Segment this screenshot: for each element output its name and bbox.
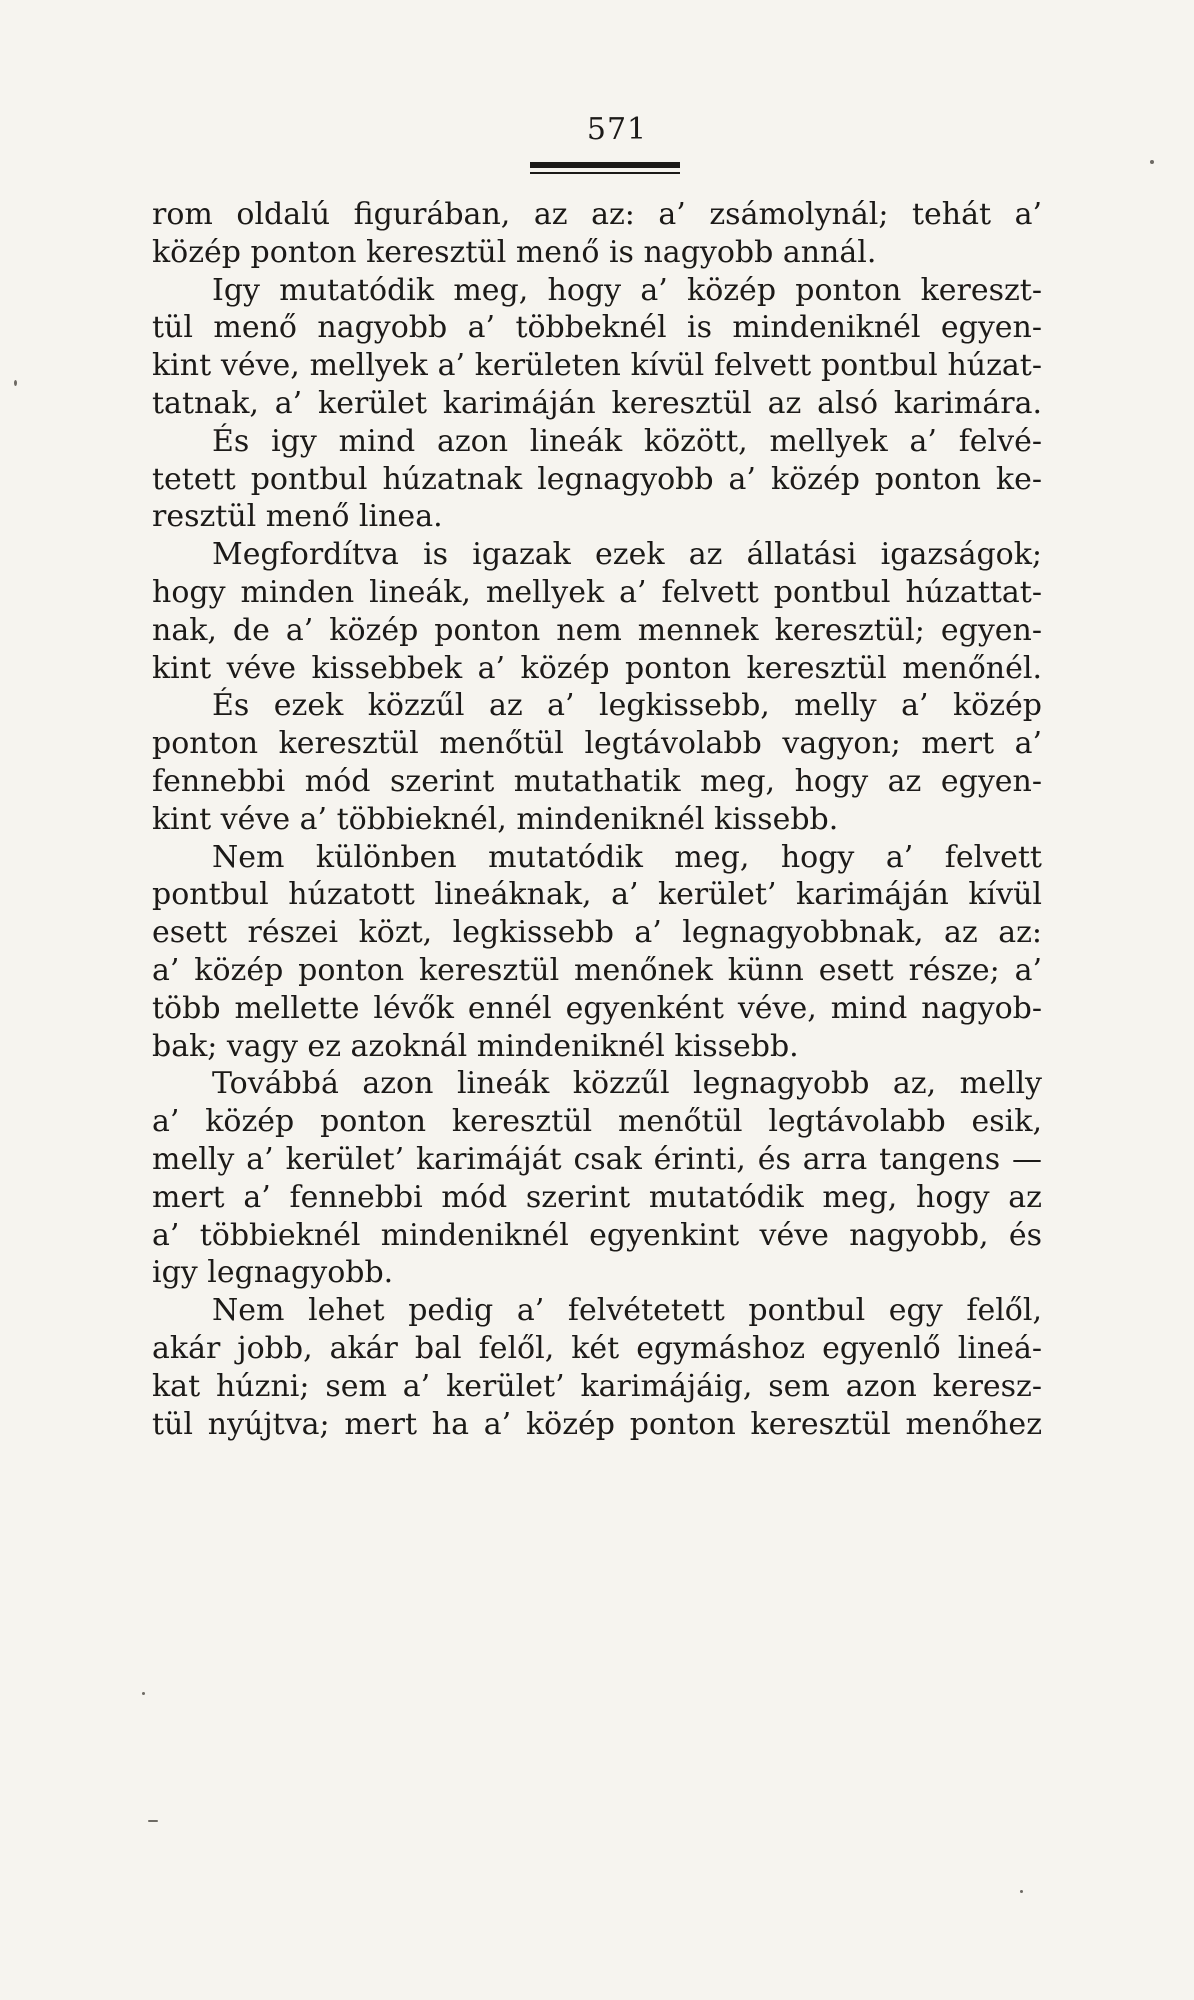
- text-line: fennebbi mód szerint mutathatik meg, hogy az egyen-: [152, 763, 1042, 799]
- header-rule-thin: [530, 172, 680, 174]
- text-line: melly a’ kerület’ karimáját csak érinti, és arra tangens —: [152, 1141, 1042, 1177]
- text-line: a’ közép ponton keresztül menőtül legtávolabb esik,: [152, 1104, 1042, 1140]
- text-line: igy legnagyobb.: [152, 1255, 394, 1291]
- text-line: És igy mind azon lineák között, mellyek a’ felvé-: [212, 423, 1042, 459]
- text-line: ponton keresztül menőtül legtávolabb vagyon; mert a’: [152, 726, 1042, 762]
- text-line: pontbul húzatott lineáknak, a’ kerület’ karimáján kívül: [152, 877, 1042, 913]
- text-line: a’ közép ponton keresztül menőnek künn esett része; a’: [152, 952, 1042, 988]
- scan-speck: [14, 380, 17, 386]
- text-line: kint véve kissebbek a’ közép ponton keresztül menőnél.: [152, 650, 1042, 686]
- text-line: több mellette lévők ennél egyenként véve, mind nagyob-: [152, 990, 1042, 1026]
- text-line: Továbbá azon lineák közzűl legnagyobb az, melly: [212, 1066, 1042, 1102]
- text-line: tatnak, a’ kerület karimáján keresztül az alsó karimára.: [152, 385, 1042, 421]
- text-line: Igy mutatódik meg, hogy a’ közép ponton kereszt-: [212, 272, 1042, 308]
- text-line: nak, de a’ közép ponton nem mennek keresztül; egyen-: [152, 612, 1042, 648]
- text-line: mert a’ fennebbi mód szerint mutatódik meg, hogy az: [152, 1179, 1042, 1215]
- text-line: Megfordítva is igazak ezek az állatási igazságok;: [212, 537, 1042, 573]
- text-line: kint véve a’ többieknél, mindeniknél kissebb.: [152, 801, 839, 837]
- scan-speck: [1150, 160, 1154, 164]
- text-line: rom oldalú figurában, az az: a’ zsámolynál; tehát a’: [152, 197, 1042, 232]
- text-line: közép ponton keresztül menő is nagyobb annál.: [152, 234, 877, 270]
- scan-speck: [1020, 1890, 1023, 1893]
- scan-speck: [148, 1820, 158, 1822]
- text-line: tetett pontbul húzatnak legnagyobb a’ közép ponton ke-: [152, 461, 1042, 497]
- text-line: Nem lehet pedig a’ felvétetett pontbul egy felől,: [212, 1293, 1042, 1329]
- text-line: Nem különben mutatódik meg, hogy a’ felvett: [212, 839, 1042, 875]
- text-line: a’ többieknél mindeniknél egyenkint véve nagyobb, és: [152, 1217, 1042, 1253]
- text-line: És ezek közzűl az a’ legkissebb, melly a’ közép: [212, 688, 1042, 724]
- text-line: tül nyújtva; mert ha a’ közép ponton keresztül menőhez: [152, 1406, 1042, 1442]
- text-line: kat húzni; sem a’ kerület’ karimájáig, sem azon keresz-: [152, 1368, 1042, 1404]
- text-line: akár jobb, akár bal felől, két egymáshoz egyenlő lineá-: [152, 1330, 1042, 1366]
- text-line: resztül menő linea.: [152, 499, 443, 535]
- page-number: 571: [586, 112, 648, 147]
- text-line: kint véve, mellyek a’ kerületen kívül felvett pontbul húzat-: [152, 348, 1042, 384]
- text-line: tül menő nagyobb a’ többeknél is mindeniknél egyen-: [152, 310, 1042, 346]
- text-line: esett részei közt, legkissebb a’ legnagyobbnak, az az:: [152, 915, 1042, 951]
- text-line: hogy minden lineák, mellyek a’ felvett pontbul húzattat-: [152, 574, 1042, 610]
- scan-speck: [142, 1692, 145, 1695]
- text-line: bak; vagy ez azoknál mindeniknél kissebb.: [152, 1028, 799, 1064]
- header-rule-thick: [530, 162, 680, 168]
- body-text: [152, 196, 1042, 1443]
